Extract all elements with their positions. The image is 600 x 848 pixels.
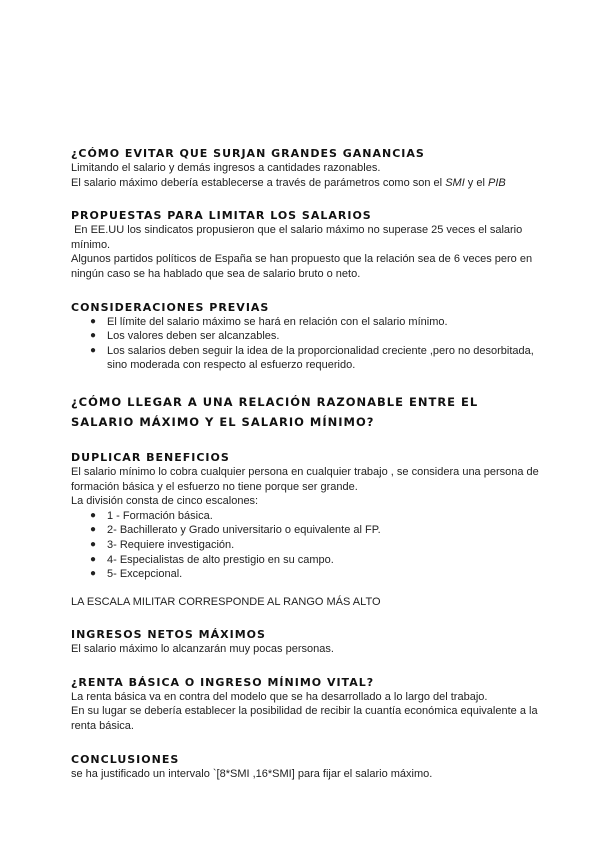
section-heading-evitar-ganancias: ¿CÓMO EVITAR QUE SURJAN GRANDES GANANCIAS [71,147,425,160]
list-item [71,509,541,524]
document-page [71,147,541,781]
paragraph-pocas-personas: El salario máximo lo alcanzarán muy pocas personas. [71,643,334,656]
list-item-text: Los valores deben ser alcanzables. [107,330,280,343]
text-segment: El salario máximo debería establecerse a través de parámetros como son el [71,176,446,189]
bullet-icon: ● [90,509,97,521]
paragraph-eeuu: En EE.UU los sindicatos propusieron que el salario máximo no superase 25 veces el salario mínimo. [71,224,526,251]
list-item [71,329,541,344]
list-item-text: 4- Especialistas de alto prestigio en su campo. [107,553,334,566]
term-smi: SMI [445,176,465,189]
paragraph-limitando: Limitando el salario y demás ingresos a cantidades razonables. [71,162,381,174]
bullet-icon: ● [90,524,97,536]
bullet-icon: ● [90,330,97,342]
paragraph-intervalo: se ha justificado un intervalo `[8*SMI ,16*SMI] para fijar el salario máximo. [71,767,433,780]
bullet-icon: ● [90,344,97,356]
paragraph-escala-militar: LA ESCALA MILITAR CORRESPONDE AL RANGO MÁS ALTO [71,595,381,608]
escalones-list [71,509,541,582]
list-item [71,538,541,553]
list-item-text: 1 - Formación básica. [107,509,213,522]
list-item-text: 5- Excepcional. [107,568,183,581]
paragraph-en-su-lugar: En su lugar se debería establecer la posibilidad de recibir la cuantía económica equivalente a la renta básica. [71,705,538,733]
bullet-icon: ● [90,315,97,327]
term-pib: PIB [487,176,506,189]
list-item [71,523,541,538]
paragraph-renta-contra: La renta básica va en contra del modelo que se ha desarrollado a lo largo del trabajo. [71,690,488,703]
section-heading-propuestas: PROPUESTAS PARA LIMITAR LOS SALARIOS [71,209,372,223]
paragraph-division: La división consta de cinco escalones: [71,495,259,508]
list-item-text: 2- Bachillerato y Grado universitario o equivalente al FP. [107,524,381,537]
bullet-icon: ● [90,553,97,565]
list-item-text: El límite del salario máximo se hará en relación con el salario mínimo. [107,315,448,328]
paragraph-partidos: Algunos partidos políticos de España se han propuesto que la relación sea de 6 veces pero en ningún caso se ha hablado que sea de salario bruto o neto. [71,253,533,280]
paragraph-parametros [71,176,541,191]
list-item-text: Los salarios deben seguir la idea de la proporcionalidad creciente ,pero no desorbitada, sino moderada con respecto al esfuerzo requerido. [107,344,534,372]
section-heading-consideraciones: CONSIDERACIONES PREVIAS [71,300,270,314]
section-heading-renta-basica: ¿RENTA BÁSICA O INGRESO MÍNIMO VITAL? [71,675,375,689]
section-heading-relacion-razonable: ¿CÓMO LLEGAR A UNA RELACIÓN RAZONABLE ENTRE EL SALARIO MÁXIMO Y EL SALARIO MÍNIMO? [71,394,479,429]
list-item [71,344,541,373]
list-item [71,553,541,568]
paragraph-salario-minimo: El salario mínimo lo cobra cualquier persona en cualquier trabajo , se considera una persona de formación básica y el esfuerzo no tiene porque ser grande. [71,465,539,493]
bullet-icon: ● [90,568,97,580]
consideraciones-list [71,315,541,373]
section-heading-duplicar: DUPLICAR BENEFICIOS [71,450,230,464]
list-item [71,567,541,582]
section-heading-ingresos-netos: INGRESOS NETOS MÁXIMOS [71,628,266,642]
bullet-icon: ● [90,538,97,550]
section-heading-conclusiones: CONCLUSIONES [71,752,180,766]
list-item-text: 3- Requiere investigación. [107,538,235,551]
list-item [71,315,541,330]
text-segment: y el [464,176,488,189]
